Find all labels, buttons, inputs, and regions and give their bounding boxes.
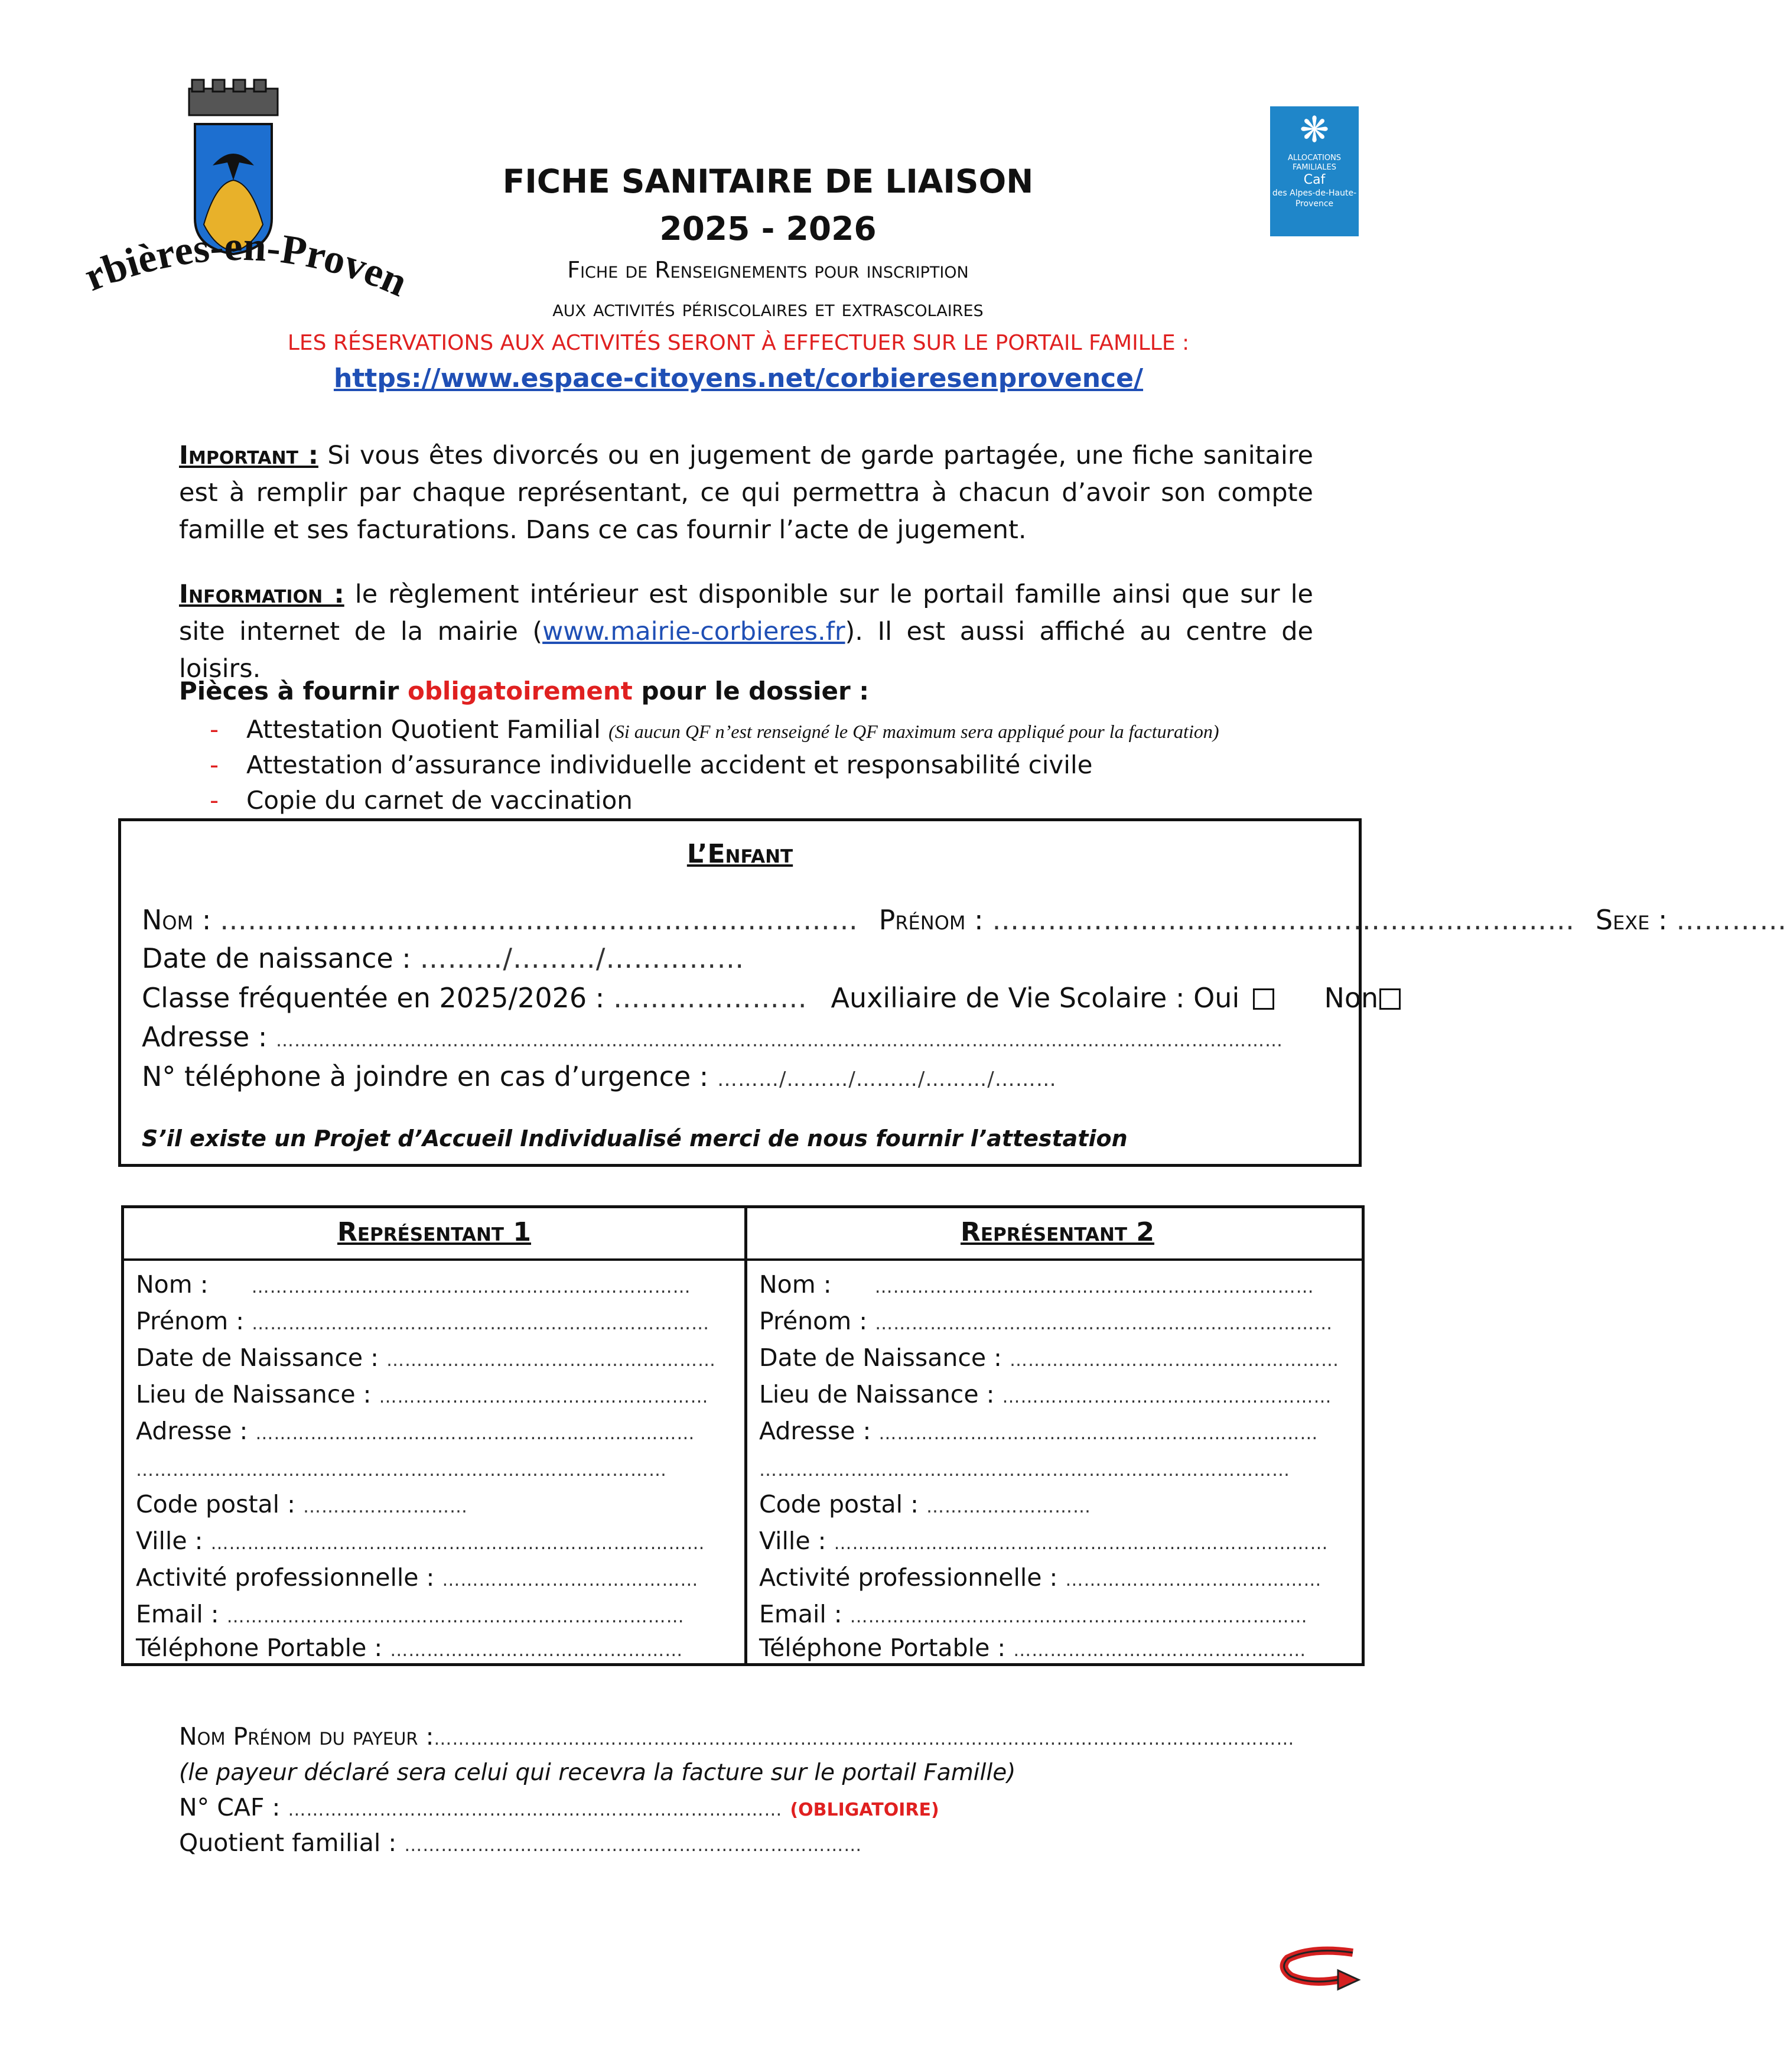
pai-note: S’il existe un Projet d’Accueil Individualisé merci de nous fournir l’attestation (142, 1126, 1128, 1152)
rep1-email-field[interactable]: ………………………………………………………………… (226, 1606, 685, 1627)
rep1-nom-field[interactable]: ……………………………………………………………… (251, 1277, 691, 1297)
page-title: FICHE SANITAIRE DE LIAISON (502, 162, 1034, 200)
child-sexe-label: Sexe : (1595, 904, 1668, 936)
rep1-row (136, 1527, 705, 1555)
list-item (210, 786, 633, 815)
avs-label: Auxiliaire de Vie Scolaire : Oui (831, 982, 1240, 1014)
payeur-field[interactable]: …………………………………………………………………………………………………………………………… (434, 1729, 1295, 1749)
rep2-row (759, 1563, 1321, 1592)
rep2-row (759, 1417, 1318, 1445)
rep1-postcode-label: Code postal : (136, 1490, 295, 1518)
rep2-job-label: Activité professionnelle : (759, 1563, 1058, 1592)
rep1-row (136, 1490, 468, 1518)
rep2-row (759, 1600, 1308, 1628)
subtitle-1: Fiche de Renseignements pour inscription (567, 257, 969, 283)
rep1-phone-label: Téléphone Portable : (136, 1634, 383, 1662)
list-item-text: Attestation Quotient Familial (246, 715, 601, 744)
payeur-row (179, 1722, 1294, 1751)
rep1-prenom-field[interactable]: ………………………………………………………………… (252, 1313, 710, 1334)
child-class-field[interactable]: ………………… (613, 982, 808, 1014)
rep2-prenom-field[interactable]: ………………………………………………………………… (875, 1313, 1333, 1334)
qf-label: Quotient familial : (179, 1829, 397, 1857)
rep2-address-label: Adresse : (759, 1417, 871, 1445)
information-text-after: ). Il est aussi affiché au centre de loisirs. (179, 617, 1313, 684)
rep2-city-field[interactable]: ……………………………………………………………………… (834, 1533, 1329, 1554)
rep2-row (759, 1490, 1091, 1518)
child-section-title: L’Enfant (686, 839, 793, 869)
mairie-link[interactable]: www.mairie-corbieres.fr (542, 617, 845, 646)
rep2-row (759, 1344, 1339, 1372)
information-text-before: le règlement intérieur est disponible sur le portail famille ainsi que sur le site internet de la mairie ( (179, 580, 1313, 646)
qf-row (179, 1829, 862, 1857)
page-years: 2025 - 2026 (659, 210, 877, 248)
pieces-title-before: Pièces à fournir (179, 676, 399, 705)
rep2-email-label: Email : (759, 1600, 842, 1628)
rep1-row (136, 1634, 683, 1662)
child-birthdate-field[interactable]: ………/………/…………… (419, 942, 745, 974)
rep1-birthdate-field[interactable]: ……………………………………………… (386, 1350, 716, 1371)
rep2-row (759, 1270, 1314, 1299)
town-logo (74, 77, 405, 325)
child-phone-label: N° téléphone à joindre en cas d’urgence : (142, 1061, 709, 1092)
caf-family-icon: ❋ (1299, 109, 1330, 151)
child-nom-field[interactable]: …………………………………………………………… (219, 904, 858, 936)
representatives-table (121, 1205, 1365, 1666)
rep1-row (136, 1380, 708, 1409)
rep2-row (759, 1527, 1328, 1555)
rep2-address2-field[interactable]: …………………………………………………………………………… (759, 1460, 1290, 1481)
child-address-field[interactable]: ………………………………………………………………………………………………………………………………………………… (276, 1030, 1284, 1051)
payeur-label: Nom Prénom du payeur : (179, 1722, 434, 1751)
list-dash: - (210, 750, 219, 779)
rep1-job-field[interactable]: …………………………………… (442, 1570, 699, 1590)
rep1-row (136, 1307, 709, 1335)
rep1-city-label: Ville : (136, 1527, 203, 1555)
caf-number-field[interactable]: ……………………………………………………………………… (288, 1800, 783, 1820)
rep1-nom-label: Nom : (136, 1270, 209, 1299)
rep1-job-label: Activité professionnelle : (136, 1563, 435, 1592)
pieces-title (179, 676, 869, 705)
important-label: Important : (179, 441, 318, 470)
rep2-nom-field[interactable]: ……………………………………………………………… (874, 1277, 1314, 1297)
rep2-job-field[interactable]: …………………………………… (1065, 1570, 1322, 1590)
town-logo-text: rbières-en-Prove (78, 223, 392, 301)
rep2-address-field[interactable]: ……………………………………………………………… (878, 1423, 1319, 1444)
rep2-postcode-field[interactable]: ……………………… (926, 1497, 1091, 1517)
representative-1-title: Représentant 1 (337, 1217, 532, 1247)
caf-logo-line3: des Alpes-de-Haute-Provence (1272, 188, 1357, 209)
rep1-address2-field[interactable]: …………………………………………………………………………… (136, 1460, 667, 1481)
rep2-birthplace-field[interactable]: ……………………………………………… (1002, 1387, 1332, 1407)
subtitle-2: aux activités périscolaires et extrascolaires (552, 295, 984, 321)
portal-link[interactable]: https://www.espace-citoyens.net/corbieresenprovence/ (333, 363, 1144, 393)
pieces-title-after: pour le dossier : (641, 676, 870, 705)
table-header-line (124, 1258, 1362, 1261)
information-paragraph (179, 576, 1313, 688)
child-sexe-field[interactable]: ………… (1676, 904, 1787, 936)
rep1-birthplace-field[interactable]: ……………………………………………… (379, 1387, 709, 1407)
rep1-address-field[interactable]: ……………………………………………………………… (255, 1423, 695, 1444)
list-item (210, 750, 1092, 779)
child-phone-field[interactable]: ………/………/………/………/……… (717, 1068, 1057, 1091)
rep1-birthplace-label: Lieu de Naissance : (136, 1380, 372, 1409)
child-section (118, 818, 1787, 1167)
rep2-prenom-label: Prénom : (759, 1307, 868, 1335)
rep1-postcode-field[interactable]: ……………………… (302, 1497, 468, 1517)
rep1-prenom-label: Prénom : (136, 1307, 245, 1335)
child-prenom-field[interactable]: ……………………………………………………… (992, 904, 1576, 936)
list-item-text: Copie du carnet de vaccination (246, 786, 633, 815)
payeur-note: (le payeur déclaré sera celui qui recevra la facture sur le portail Famille) (179, 1759, 1016, 1786)
rep2-city-label: Ville : (759, 1527, 826, 1555)
child-address-label: Adresse : (142, 1021, 268, 1053)
important-text: Si vous êtes divorcés ou en jugement de garde partagée, une fiche sanitaire est à remplir par chaque représentant, ce qui permettra à chacun d’avoir son compte famille et ses facturations. Dans ce cas fournir l’acte de jugement. (179, 441, 1314, 545)
rep2-email-field[interactable]: ………………………………………………………………… (849, 1606, 1308, 1627)
rep1-row (136, 1344, 716, 1372)
child-name-row (142, 904, 1787, 936)
child-class-row (142, 982, 1401, 1014)
rep2-postcode-label: Code postal : (759, 1490, 919, 1518)
caf-number-label: N° CAF : (179, 1793, 281, 1821)
child-class-label: Classe fréquentée en 2025/2026 : (142, 982, 605, 1014)
caf-logo (1270, 106, 1359, 236)
important-paragraph (179, 437, 1313, 549)
rep1-birthdate-label: Date de Naissance : (136, 1344, 379, 1372)
table-divider (744, 1208, 747, 1663)
child-birthdate-label: Date de naissance : (142, 942, 411, 974)
rep1-row (136, 1600, 685, 1628)
rep1-phone-field[interactable]: ………………………………………… (390, 1640, 683, 1661)
avs-non-label: Non (1324, 982, 1379, 1014)
rep2-row (759, 1634, 1306, 1662)
rep1-city-field[interactable]: ……………………………………………………………………… (210, 1533, 705, 1554)
caf-logo-line1: ALLOCATIONS FAMILIALES (1287, 154, 1342, 172)
rep2-phone-label: Téléphone Portable : (759, 1634, 1006, 1662)
child-prenom-label: Prénom : (878, 904, 984, 936)
rep2-nom-label: Nom : (759, 1270, 832, 1299)
child-birthdate-row (142, 942, 744, 974)
payeur-note-row (179, 1758, 1015, 1786)
list-dash: - (210, 715, 219, 744)
qf-field[interactable]: ………………………………………………………………… (404, 1835, 862, 1856)
list-item-text: Attestation d’assurance individuelle accident et responsabilité civile (246, 750, 1093, 779)
rep1-row (136, 1453, 667, 1482)
rep2-phone-field[interactable]: ………………………………………… (1013, 1640, 1307, 1661)
rep2-birthplace-label: Lieu de Naissance : (759, 1380, 995, 1409)
child-address-row (142, 1021, 1283, 1053)
list-dash: - (210, 786, 219, 815)
child-nom-label: Nom : (142, 904, 211, 936)
rep1-address-label: Adresse : (136, 1417, 248, 1445)
rep2-row (759, 1453, 1290, 1482)
rep2-birthdate-field[interactable]: ……………………………………………… (1010, 1350, 1339, 1371)
rep1-row (136, 1563, 698, 1592)
rep2-row (759, 1380, 1332, 1409)
caf-row (179, 1793, 939, 1821)
rep2-birthdate-label: Date de Naissance : (759, 1344, 1002, 1372)
rep1-email-label: Email : (136, 1600, 219, 1628)
child-phone-row (142, 1061, 1057, 1092)
caf-required-badge: (OBLIGATOIRE) (790, 1800, 939, 1820)
turn-page-arrow-icon (1276, 1941, 1365, 1994)
rep1-row (136, 1417, 695, 1445)
qf-note: (Si aucun QF n’est renseigné le QF maximum sera appliqué pour la facturation) (608, 721, 1219, 742)
avs-non-checkbox[interactable] (1379, 988, 1401, 1010)
reservation-warning: LES RÉSERVATIONS AUX ACTIVITÉS SERONT À EFFECTUER SUR LE PORTAIL FAMILLE : (287, 331, 1190, 355)
avs-oui-checkbox[interactable] (1253, 988, 1274, 1010)
representative-2-title: Représentant 2 (960, 1217, 1155, 1247)
rep2-row (759, 1307, 1333, 1335)
caf-logo-line2: Caf (1303, 173, 1326, 187)
list-item (210, 715, 1219, 744)
information-label: Information : (179, 580, 344, 609)
rep1-row (136, 1270, 691, 1299)
pieces-title-required: obligatoirement (408, 676, 633, 705)
